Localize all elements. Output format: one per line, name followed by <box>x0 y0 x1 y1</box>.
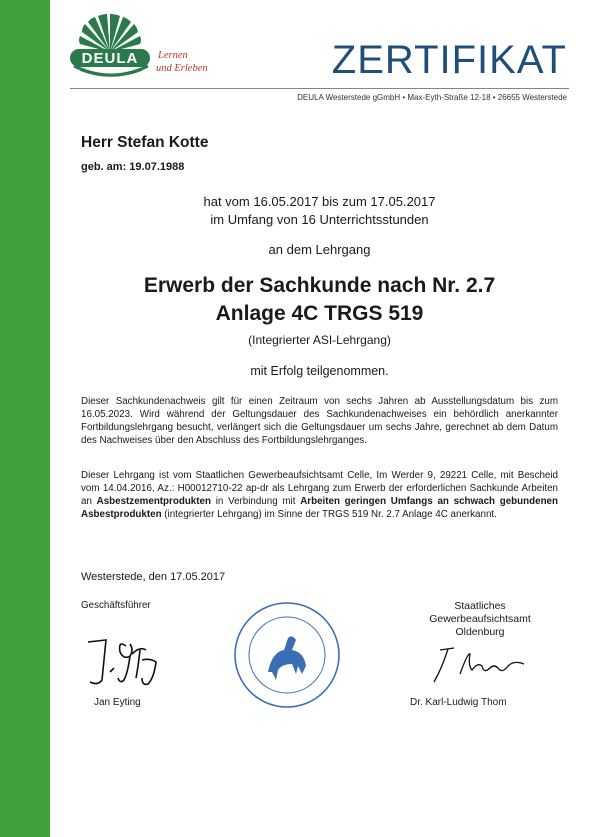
logo-fan-icon <box>76 14 144 52</box>
course-subtitle: (Integrierter ASI-Lehrgang) <box>248 333 391 347</box>
logo-text: DEULA <box>81 49 139 67</box>
right-role-line-2: Gewerbeaufsichtsamt <box>429 613 531 625</box>
header-divider <box>70 88 569 89</box>
logo-tagline-2: und Erleben <box>156 63 208 74</box>
recipient-birthdate: geb. am: 19.07.1988 <box>81 161 185 173</box>
right-signer-role <box>405 600 555 639</box>
logo-tagline-1: Lernen <box>158 50 188 61</box>
recognition-text-3: (integrierter Lehrgang) im Sinne der TRGS 519 Nr. 2.7 Anlage 4C anerkannt. <box>161 509 497 520</box>
right-signer-name: Dr. Karl-Ludwig Thom <box>410 697 507 708</box>
left-signer-role: Geschäftsführer <box>81 600 151 611</box>
right-role-line-3: Oldenburg <box>455 626 505 638</box>
course-title-line-2: Anlage 4C TRGS 519 <box>215 302 424 325</box>
logo-arc-icon <box>72 64 150 82</box>
recognition-text-1: Dieser Lehrgang ist vom Staatlichen Gewerbeaufsichtsamt Celle, Im Werder 9, 29221 Celle, mit Bescheid vom 14.04.2016, Az.: H00012710-22 ap-dr als Lehrgang zum Erwerb der erforderlichen Sachkunde Arbeiten an <box>81 470 558 507</box>
document-title: ZERTIFIKAT <box>331 38 567 82</box>
deula-logo <box>70 14 240 84</box>
course-result: mit Erfolg teilgenommen. <box>250 364 389 378</box>
course-title-line-1: Erwerb der Sachkunde nach Nr. 2.7 <box>143 274 496 297</box>
left-signer-name: Jan Eyting <box>94 697 141 708</box>
validity-paragraph: Dieser Sachkundenachweis gilt für einen Zeitraum von sechs Jahren ab Ausstellungsdatum bis zum 16.05.2023. Wird während der Geltungsdauer des Sachkundenachweises ein behördlich anerkannter Fortbildungslehrgang besucht, verlängert sich die Geltungsdauer um sechs Jahre, gerechnet ab dem Datum des Nachweises über den Abschluss des Fortbildungslehrganges. <box>81 396 558 446</box>
recognition-bold-1: Asbestzementprodukten <box>96 496 211 507</box>
issuer-address: DEULA Westerstede gGmbH • Max-Eyth-Straße 12-18 • 26655 Westerstede <box>297 93 567 102</box>
place-date: Westerstede, den 17.05.2017 <box>81 571 226 583</box>
right-signature <box>420 644 540 684</box>
course-intro: an dem Lehrgang <box>268 242 371 257</box>
recognition-bold-2: Arbeiten geringen Umfangs an schwach gebundenen Asbestprodukten <box>81 496 558 520</box>
official-seal <box>232 600 342 710</box>
course-period: hat vom 16.05.2017 bis zum 17.05.2017 <box>203 194 436 209</box>
side-color-bar <box>0 0 50 837</box>
recognition-paragraph <box>81 469 558 521</box>
certificate-page <box>50 0 589 837</box>
left-signature <box>80 632 160 688</box>
course-scope: im Umfang von 16 Unterrichtsstunden <box>210 212 429 227</box>
right-role-line-1: Staatliches <box>454 600 506 612</box>
recognition-text-2: in Verbindung mit <box>210 496 301 507</box>
recipient-name: Herr Stefan Kotte <box>81 134 209 151</box>
